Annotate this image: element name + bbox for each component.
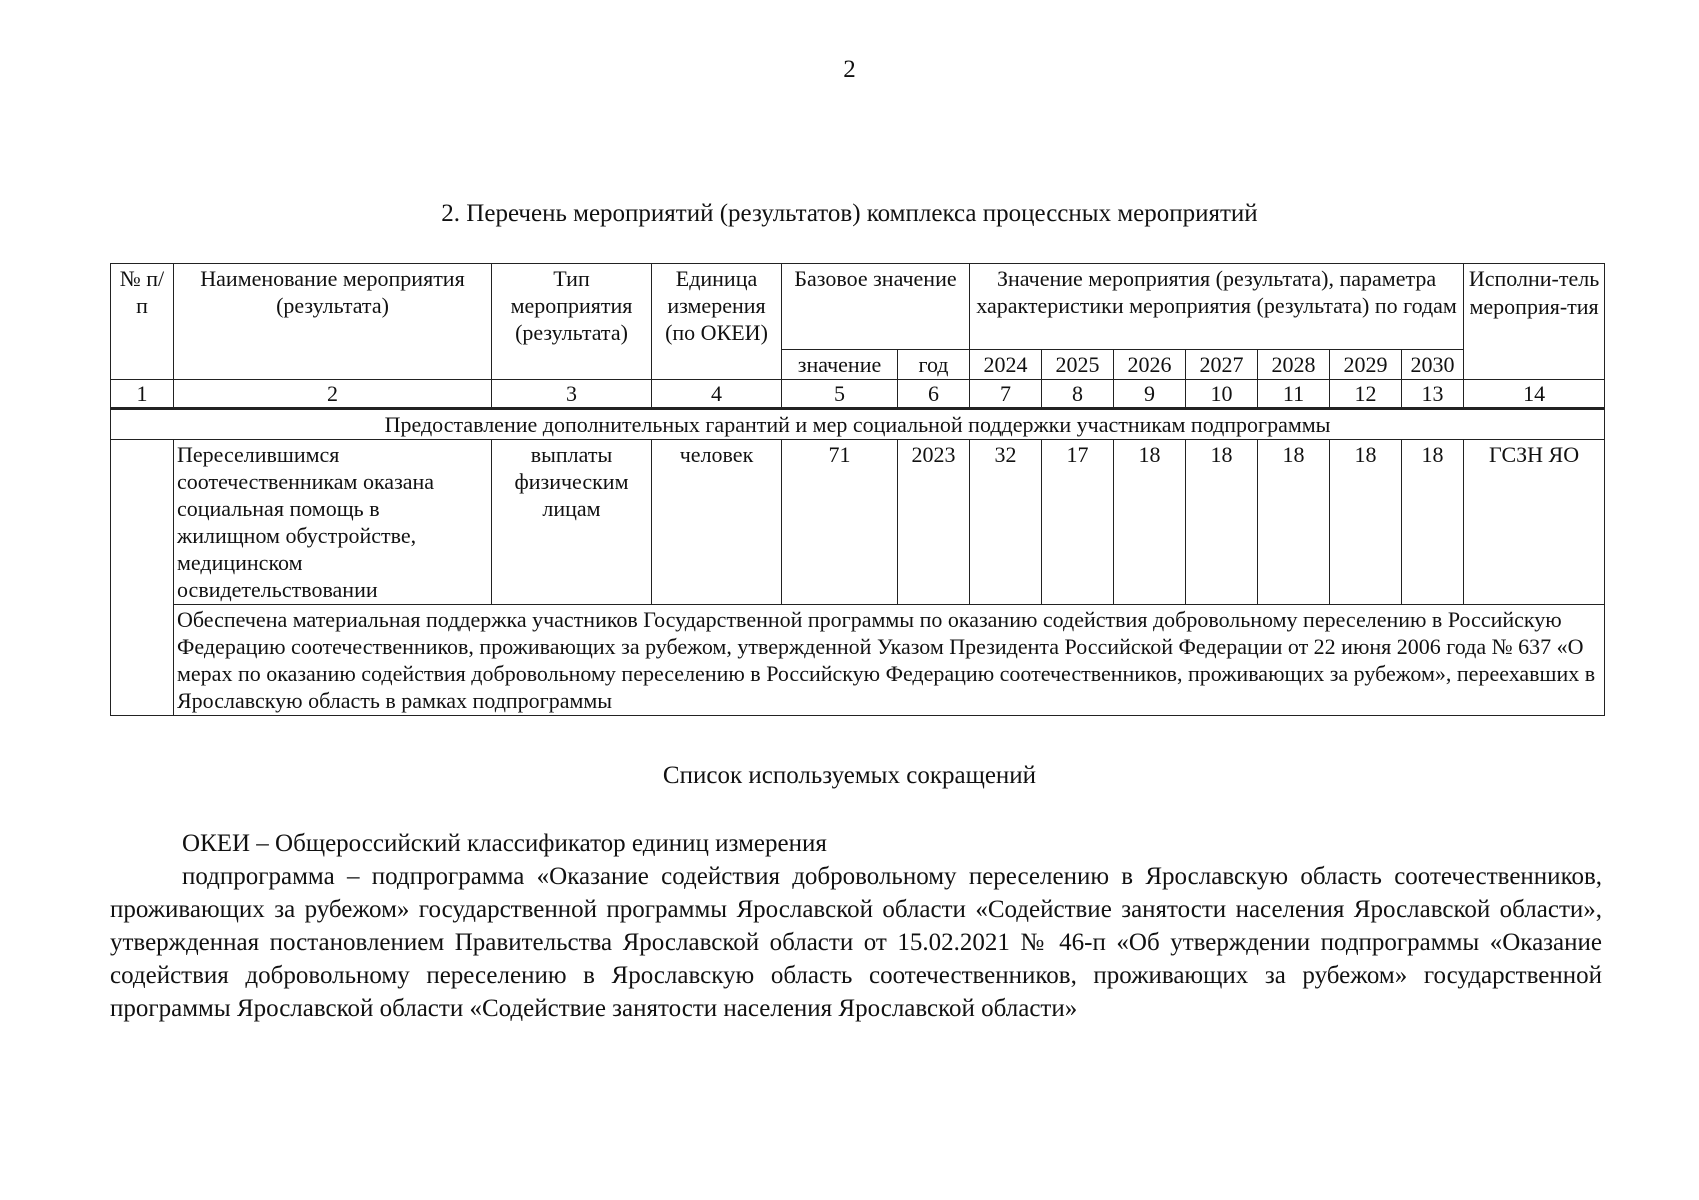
column-number: 12 — [1330, 380, 1402, 409]
row-name: Переселившимся соотечественникам оказана социальная помощь в жилищном обустройстве, медицинском освидетельствовании — [174, 440, 492, 605]
header-unit: Единица измерения (по ОКЕИ) — [652, 264, 782, 380]
column-number: 1 — [111, 380, 174, 409]
column-number: 3 — [492, 380, 652, 409]
row-value: 18 — [1258, 440, 1330, 605]
header-base-year: год — [898, 350, 970, 380]
header-executor: Исполни-тель мероприя-тия — [1464, 264, 1605, 380]
row-value: 18 — [1330, 440, 1402, 605]
row-unit: человек — [652, 440, 782, 605]
header-year: 2024 — [970, 350, 1042, 380]
note-row — [111, 605, 1605, 716]
column-number: 6 — [898, 380, 970, 409]
column-number: 13 — [1402, 380, 1464, 409]
row-num — [111, 440, 174, 716]
header-year: 2028 — [1258, 350, 1330, 380]
header-name: Наименование мероприятия (результата) — [174, 264, 492, 380]
row-value: 17 — [1042, 440, 1114, 605]
column-number: 4 — [652, 380, 782, 409]
header-values: Значение мероприятия (результата), параметра характеристики мероприятия (результата) по годам — [970, 264, 1464, 350]
header-year: 2027 — [1186, 350, 1258, 380]
column-number: 8 — [1042, 380, 1114, 409]
column-number: 11 — [1258, 380, 1330, 409]
header-year: 2030 — [1402, 350, 1464, 380]
row-base-year: 2023 — [898, 440, 970, 605]
row-value: 32 — [970, 440, 1042, 605]
column-number: 2 — [174, 380, 492, 409]
section-heading: Предоставление дополнительных гарантий и мер социальной поддержки участникам подпрограммы — [111, 409, 1605, 440]
column-numbers-row — [111, 380, 1605, 409]
abbreviations-title: Список используемых сокращений — [662, 762, 1037, 789]
column-number: 10 — [1186, 380, 1258, 409]
section-title: 2. Перечень мероприятий (результатов) комплекса процессных мероприятий — [441, 200, 1258, 227]
table-row — [111, 440, 1605, 605]
row-value: 18 — [1402, 440, 1464, 605]
row-value: 18 — [1114, 440, 1186, 605]
header-row-top — [111, 264, 1605, 350]
page-number: 2 — [843, 56, 856, 83]
header-year: 2029 — [1330, 350, 1402, 380]
row-value: 18 — [1186, 440, 1258, 605]
row-executor: ГСЗН ЯО — [1464, 440, 1605, 605]
header-num: № п/п — [111, 264, 174, 380]
column-number: 9 — [1114, 380, 1186, 409]
abbreviations-list — [110, 827, 1602, 1025]
column-number: 7 — [970, 380, 1042, 409]
section-row — [111, 409, 1605, 440]
abbreviation-item: подпрограмма – подпрограмма «Оказание содействия добровольному переселению в Ярославскую область соотечественников, проживающих за рубежом» государственной программы Ярославской области «Содействие занятости населения Ярославской области», утвержденная постановлением Правительства Ярославской области от 15.02.2021 № 46-п «Об утверждении подпрограммы «Оказание содействия добровольному переселению в Ярославскую область соотечественников, проживающих за рубежом» государственной программы Ярославской области «Содействие занятости населения Ярославской области» — [110, 863, 1602, 1022]
header-base-value: значение — [782, 350, 898, 380]
measures-table — [110, 263, 1605, 716]
column-number: 14 — [1464, 380, 1605, 409]
header-base: Базовое значение — [782, 264, 970, 350]
header-year: 2026 — [1114, 350, 1186, 380]
result-note: Обеспечена материальная поддержка участников Государственной программы по оказанию содействия добровольному переселению в Российскую Федерацию соотечественников, проживающих за рубежом, утвержденной Указом Президента Российской Федерации от 22 июня 2006 года № 637 «О мерах по оказанию содействия добровольному переселению в Российскую Федерацию соотечественников, проживающих за рубежом», переехавших в Ярославскую область в рамках подпрограммы — [174, 605, 1605, 716]
abbreviation-item: ОКЕИ – Общероссийский классификатор единиц измерения — [182, 830, 827, 857]
header-type: Тип мероприятия (результата) — [492, 264, 652, 380]
column-number: 5 — [782, 380, 898, 409]
row-base-value: 71 — [782, 440, 898, 605]
row-type: выплаты физическим лицам — [492, 440, 652, 605]
header-year: 2025 — [1042, 350, 1114, 380]
